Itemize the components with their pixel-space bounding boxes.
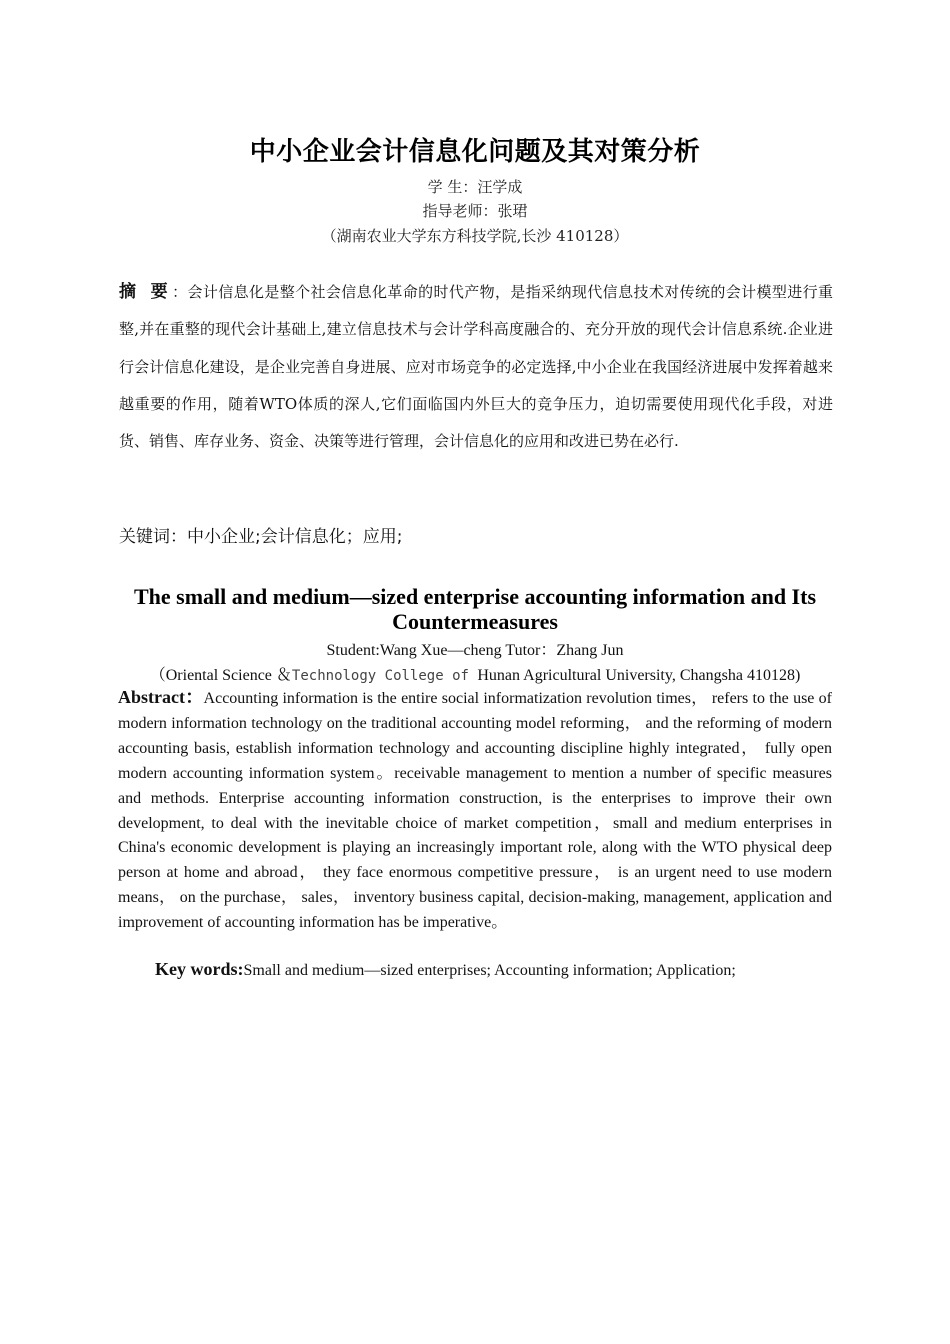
english-affiliation-suffix: Hunan Agricultural University, Changsha 410128) <box>477 667 801 684</box>
chinese-abstract-colon: ： <box>172 283 188 301</box>
english-abstract <box>118 685 832 936</box>
english-title: The small and medium—sized enterprise accounting information and Its Countermeasures <box>133 584 817 634</box>
chinese-abstract-text: 会计信息化是整个社会信息化革命的时代产物，是指采纳现代信息技术对传统的会计模型进行重整,并在重整的现代会计基础上,建立信息技术与会计学科高度融合的、充分开放的现代会计信息系统.企业进行会计信息化建设，是企业完善自身进展、应对市场竞争的必定选择,中小企业在我国经济进展中发挥着越来越重要的作用，随着WTO体质的深人,它们面临国内外巨大的竞争压力，迫切需要使用现代化手段，对进货、销售、库存业务、资金、决策等进行管理，会计信息化的应用和改进已势在必行. <box>119 283 833 451</box>
english-affiliation-mono: Technology College of <box>291 668 478 684</box>
english-affiliation-prefix: （Oriental Science ＆ <box>149 667 292 684</box>
english-student-tutor: Student:Wang Xue—cheng Tutor：Zhang Jun <box>326 642 624 659</box>
student-line: 学 生：汪学成 <box>427 178 523 196</box>
english-abstract-text: Accounting information is the entire social informatization revolution times， refers to the use of modern information technology on the traditional accounting model reforming， and the reforming of modern accounting basis, establish information technology and accounting discipline highly integrated， fully open modern accounting information system。receivable management to mention a number of specific measures and methods. Enterprise accounting information construction, is the enterprises to improve their own development, to deal with the inevitable choice of market competition，small and medium enterprises in China's economic development is playing an increasingly important role, along with the WTO physical deep person at home and abroad， they face enormous competitive pressure， is an urgent need to use modern means， on the purchase， sales， inventory business capital, decision-making, management, application and improvement of accounting information has be imperative。 <box>118 690 832 932</box>
advisor-line: 指导老师：张珺 <box>422 202 528 220</box>
english-affiliation <box>0 662 950 685</box>
english-keywords <box>155 959 855 980</box>
affiliation-line: （湖南农业大学东方科技学院,长沙 410128） <box>321 227 629 245</box>
chinese-keywords: 关键词：中小企业;会计信息化；应用; <box>119 527 403 547</box>
chinese-abstract-label: 摘 要 <box>119 282 173 302</box>
chinese-title: 中小企业会计信息化问题及其对策分析 <box>249 137 701 167</box>
english-keywords-label: Key words: <box>155 959 244 979</box>
english-keywords-text: Small and medium—sized enterprises; Accounting information; Application; <box>243 962 736 979</box>
chinese-abstract <box>119 274 833 460</box>
english-abstract-label: Abstract： <box>118 687 204 707</box>
